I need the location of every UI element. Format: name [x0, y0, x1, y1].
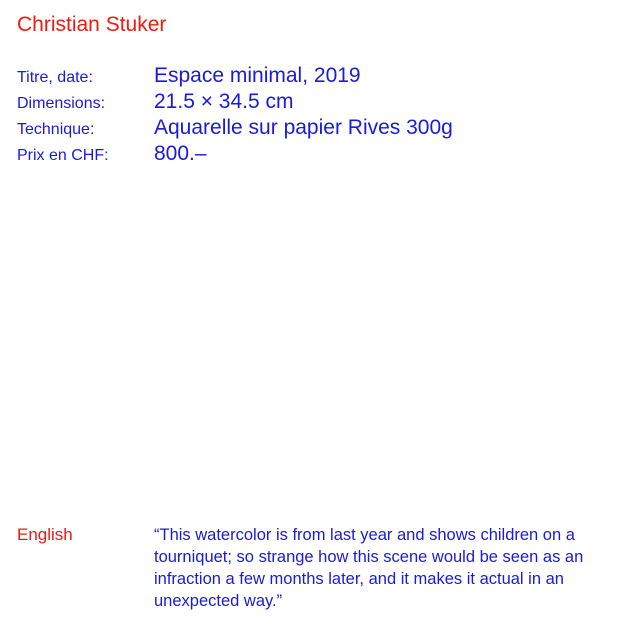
- detail-row-title-date: [17, 64, 627, 90]
- detail-row-dimensions: [17, 90, 627, 116]
- artist-quote: “This watercolor is from last year and shows children on a tourniquet; so strange how this scene would be seen as an infraction a few months later, and it makes it actual in an unexpected way.”: [154, 526, 584, 610]
- detail-value: 21.5 × 34.5 cm: [154, 90, 294, 113]
- detail-label: Dimensions:: [17, 95, 106, 112]
- artwork-details: [17, 64, 627, 168]
- detail-label: Technique:: [17, 121, 95, 138]
- detail-row-technique: [17, 116, 627, 142]
- detail-value: Aquarelle sur papier Rives 300g: [154, 116, 453, 139]
- detail-label: Titre, date:: [17, 69, 93, 86]
- detail-row-price: [17, 142, 627, 168]
- artist-name: Christian Stuker: [17, 13, 167, 36]
- language-label: English: [17, 525, 73, 544]
- detail-value: Espace minimal, 2019: [154, 64, 361, 87]
- detail-label: Prix en CHF:: [17, 147, 109, 164]
- detail-value: 800.–: [154, 142, 207, 165]
